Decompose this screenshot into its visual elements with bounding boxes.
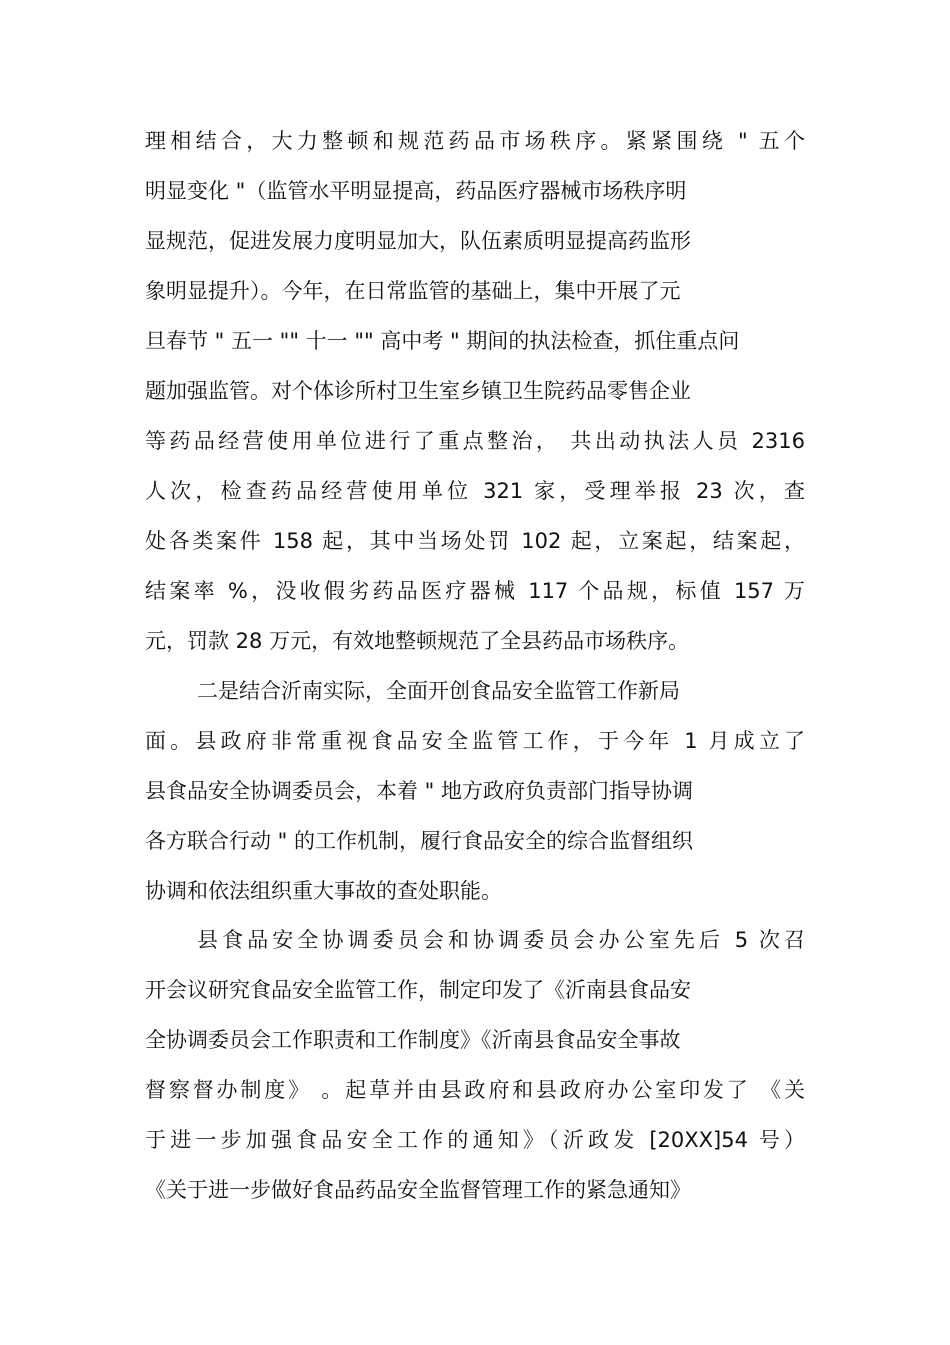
text-line: 《关于进一步做好食品药品安全监督管理工作的紧急通知》 <box>145 1178 691 1202</box>
text-line: 理相结合，大力整顿和规范药品市场秩序。紧紧围绕 " 五个 <box>145 129 805 153</box>
paragraph-first-line: 二是结合沂南实际，全面开创食品安全监管工作新局 <box>197 679 680 703</box>
paragraph-first-line: 县食品安全协调委员会和协调委员会办公室先后 5 次召 <box>197 928 805 952</box>
text-line: 各方联合行动 " 的工作机制，履行食品安全的综合监督组织 <box>145 829 694 853</box>
text-line: 督察督办制度》 。起草并由县政府和县政府办公室印发了 《关 <box>145 1078 805 1102</box>
text-line: 明显变化 "（监管水平明显提高，药品医疗器械市场秩序明 <box>145 179 687 203</box>
text-line: 题加强监管。对个体诊所村卫生室乡镇卫生院药品零售企业 <box>145 379 691 403</box>
text-line: 象明显提升）。今年，在日常监管的基础上，集中开展了元 <box>145 279 681 303</box>
text-line: 结案率 %，没收假劣药品医疗器械 117 个品规，标值 157 万 <box>145 579 805 603</box>
text-line: 旦春节 " 五一 "" 十一 "" 高中考 " 期间的执法检查，抓住重点问 <box>145 329 740 353</box>
text-line: 协调和依法组织重大事故的查处职能。 <box>145 879 502 903</box>
text-line: 元，罚款 28 万元，有效地整顿规范了全县药品市场秩序。 <box>145 629 690 653</box>
text-line: 全协调委员会工作职责和工作制度》《沂南县食品安全事故 <box>145 1028 681 1052</box>
text-line: 县食品安全协调委员会，本着 " 地方政府负责部门指导协调 <box>145 779 694 803</box>
text-line: 面。县政府非常重视食品安全监管工作，于今年 1 月成立了 <box>145 729 805 753</box>
text-line: 显规范，促进发展力度明显加大，队伍素质明显提高药监形 <box>145 229 691 253</box>
text-line: 开会议研究食品安全监管工作，制定印发了《沂南县食品安 <box>145 978 691 1002</box>
text-line: 于进一步加强食品安全工作的通知》（沂政发 [20XX]54 号） <box>145 1128 805 1152</box>
text-line: 人次，检查药品经营使用单位 321 家，受理举报 23 次，查 <box>145 479 805 503</box>
text-line: 等药品经营使用单位进行了重点整治， 共出动执法人员 2316 <box>145 429 805 453</box>
text-line: 处各类案件 158 起，其中当场处罚 102 起，立案起，结案起， <box>145 529 805 553</box>
